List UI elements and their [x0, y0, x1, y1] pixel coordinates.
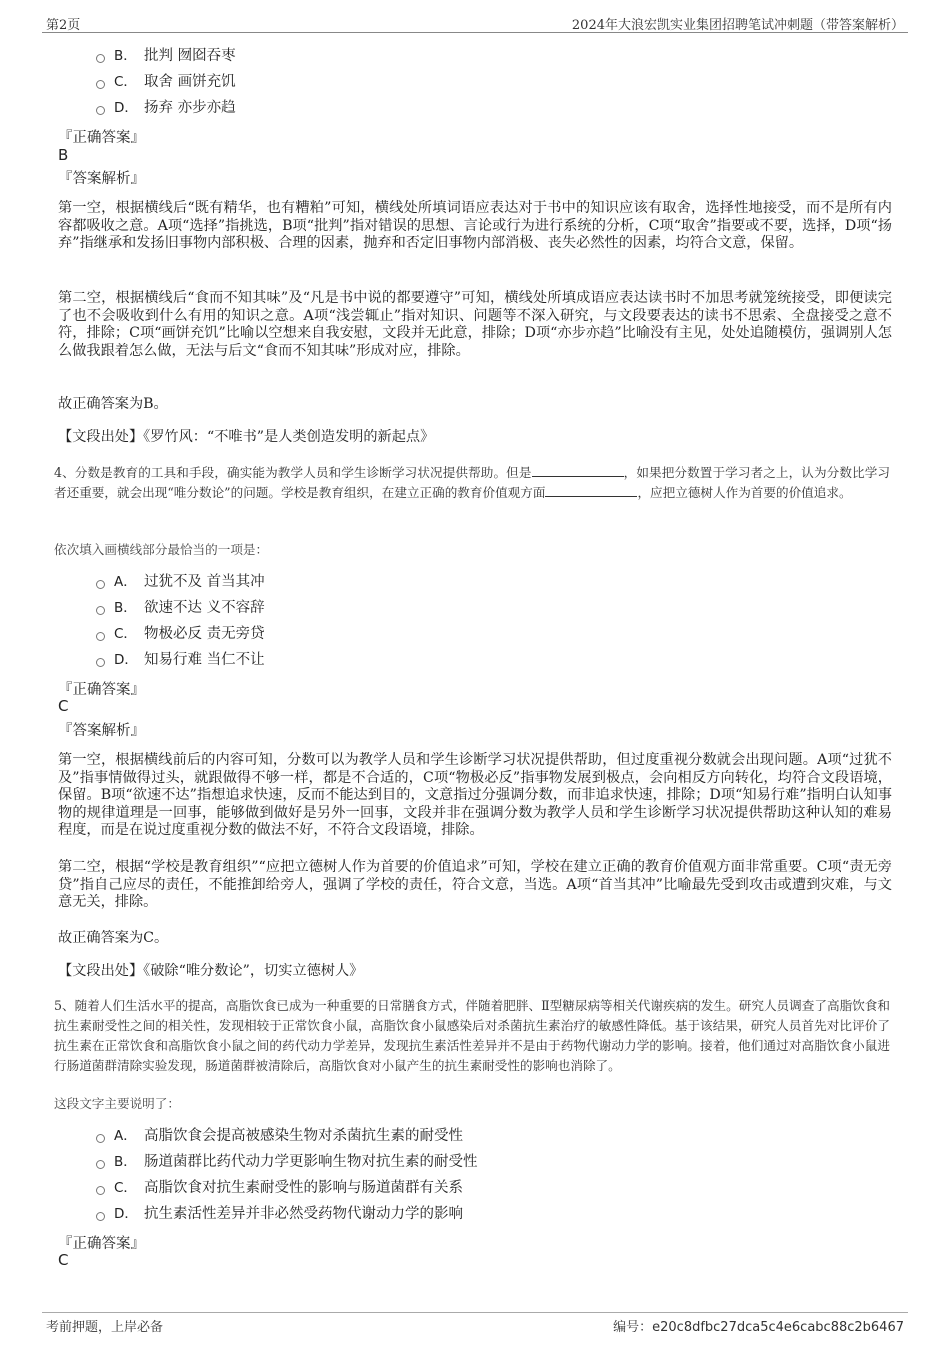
q4-option-a[interactable]: A． 过犹不及 首当其冲	[96, 572, 265, 592]
q4-option-b[interactable]: B． 欲速不达 义不容辞	[96, 598, 265, 618]
radio-icon[interactable]	[96, 54, 105, 63]
q4-source: 【文段出处】《破除“唯分数论”，切实立德树人》	[58, 963, 364, 979]
radio-icon[interactable]	[96, 1186, 105, 1195]
radio-icon[interactable]	[96, 1212, 105, 1221]
q4-option-c[interactable]: C． 物极必反 责无旁贷	[96, 624, 265, 644]
radio-icon[interactable]	[96, 106, 105, 115]
q5-answer: C	[58, 1251, 69, 1269]
q4-answer-tag: 『正确答案』	[58, 682, 145, 698]
q3-analysis-paragraph-2: 第二空，根据横线后“食而不知其味”及“凡是书中说的都要遵守”可知，横线处所填成语应表达读书时不加思考就笼统接受，即便读完了也不会吸收到什么有用的知识之意。A项“浅尝辄止”指对知识、问题等不深入研究，与文段要表达的读书不思索、全盘接受之意不符，排除；C项“画饼充饥”比喻以空想来自我安慰，文段并无此意，排除；D项“亦步亦趋”比喻没有主见，处处追随模仿，强调别人怎么做我跟着怎么做，无法与后文“食而不知其味”形成对应，排除。	[58, 290, 892, 359]
q5-answer-tag: 『正确答案』	[58, 1236, 145, 1252]
radio-icon[interactable]	[96, 1134, 105, 1143]
radio-icon[interactable]	[96, 658, 105, 667]
q5-prompt: 这段文字主要说明了：	[54, 1096, 180, 1111]
q5-option-a[interactable]: A． 高脂饮食会提高被感染生物对杀菌抗生素的耐受性	[96, 1126, 463, 1146]
radio-icon[interactable]	[96, 1160, 105, 1169]
q5-option-d[interactable]: D． 抗生素活性差异并非必然受药物代谢动力学的影响	[96, 1204, 463, 1224]
radio-icon[interactable]	[96, 80, 105, 89]
q4-stem: 4、分数是教育的工具和手段，确实能为教学人员和学生诊断学习状况提供帮助。但是 ，如果把分数置于学习者之上，认为分数比学习者还重要，就会出现“唯分数论”的问题。学校是教育组织，在建立正确的教育价值观方面 ，应把立德树人作为首要的价值追求。	[54, 465, 891, 500]
q3-option-c[interactable]: C． 取舍 画饼充饥	[96, 72, 236, 92]
q4-analysis-paragraph-2: 第二空，根据“学校是教育组织”“应把立德树人作为首要的价值追求”可知，学校在建立正确的教育价值观方面非常重要。C项“责无旁贷”指自己应尽的责任，不能推卸给旁人，强调了学校的责任，符合文意，当选。A项“首当其冲”比喻最先受到攻击或遭到灾难，与文意无关，排除。	[58, 859, 892, 910]
footer-slogan: 考前押题，上岸必备	[46, 1320, 164, 1335]
page-number: 第2页	[46, 18, 81, 33]
q4-option-d[interactable]: D． 知易行难 当仁不让	[96, 650, 265, 670]
q3-answer: B	[58, 146, 69, 164]
document-title: 2024年大浪宏凯实业集团招聘笔试冲刺题（带答案解析）	[571, 18, 904, 33]
page-header	[42, 12, 908, 33]
radio-icon[interactable]	[96, 580, 105, 589]
q3-conclusion: 故正确答案为B。	[58, 396, 168, 412]
q5-stem: 5、随着人们生活水平的提高，高脂饮食已成为一种重要的日常膳食方式，伴随着肥胖、Ⅱ型糖尿病等相关代谢疾病的发生。研究人员调查了高脂饮食和抗生素耐受性之间的相关性，发现相较于正常饮食小鼠，高脂饮食小鼠感染后对杀菌抗生素治疗的敏感性降低。基于该结果，研究人员首先对比评价了抗生素在正常饮食和高脂饮食小鼠之间的药代动力学差异，发现抗生素活性差异并不是由于药物代谢动力学的影响。接着，他们通过对高脂饮食小鼠进行肠道菌群清除实验发现，肠道菌群被清除后，高脂饮食对小鼠产生的抗生素耐受性的影响也消除了。	[54, 998, 890, 1073]
q4-analysis-tag: 『答案解析』	[58, 723, 145, 739]
blank-line	[532, 464, 624, 477]
blank-line	[545, 484, 637, 497]
page-footer	[42, 1312, 908, 1339]
q4-answer: C	[58, 697, 69, 715]
q3-option-b[interactable]: B． 批判 囫囵吞枣	[96, 46, 236, 66]
q5-option-c[interactable]: C． 高脂饮食对抗生素耐受性的影响与肠道菌群有关系	[96, 1178, 463, 1198]
q3-option-d[interactable]: D． 扬弃 亦步亦趋	[96, 98, 236, 118]
q4-analysis-paragraph-1: 第一空，根据横线前后的内容可知，分数可以为教学人员和学生诊断学习状况提供帮助，但过度重视分数就会出现问题。A项“过犹不及”指事情做得过头，就跟做得不够一样，都是不合适的，C项“物极必反”指事物发展到极点，会向相反方向转化，均符合文段语境，保留。B项“欲速不达”指想追求快速，反而不能达到目的，文意指过分强调分数，而非追求快速，排除；D项“知易行难”指明白认知事物的规律道理是一回事，能够做到做好是另外一回事，文段并非在强调分数为教学人员和学生诊断学习状况提供帮助这种认知的难易程度，而是在说过度重视分数的做法不好，不符合文段语境，排除。	[58, 752, 892, 838]
q5-option-b[interactable]: B． 肠道菌群比药代动力学更影响生物对抗生素的耐受性	[96, 1152, 478, 1172]
radio-icon[interactable]	[96, 606, 105, 615]
radio-icon[interactable]	[96, 632, 105, 641]
q3-source: 【文段出处】《罗竹风：“不唯书”是人类创造发明的新起点》	[58, 429, 435, 445]
document-code: 编号：e20c8dfbc27dca5c4e6cabc88c2b6467	[613, 1320, 904, 1335]
q3-analysis-paragraph-1: 第一空，根据横线后“既有精华，也有糟粕”可知，横线处所填词语应表达对于书中的知识应该有取舍，选择性地接受，而不是所有内容都吸收之意。A项“选择”指挑选，B项“批判”指对错误的思想、言论或行为进行系统的分析，C项“取舍”指要或不要，选择，D项“扬弃”指继承和发扬旧事物内部积极、合理的因素，抛弃和否定旧事物内部消极、丧失必然性的因素，均符合文意，保留。	[58, 200, 892, 251]
q3-answer-tag: 『正确答案』	[58, 130, 145, 146]
q4-prompt: 依次填入画横线部分最恰当的一项是：	[54, 542, 269, 557]
q4-conclusion: 故正确答案为C。	[58, 930, 169, 946]
q3-analysis-tag: 『答案解析』	[58, 171, 145, 187]
